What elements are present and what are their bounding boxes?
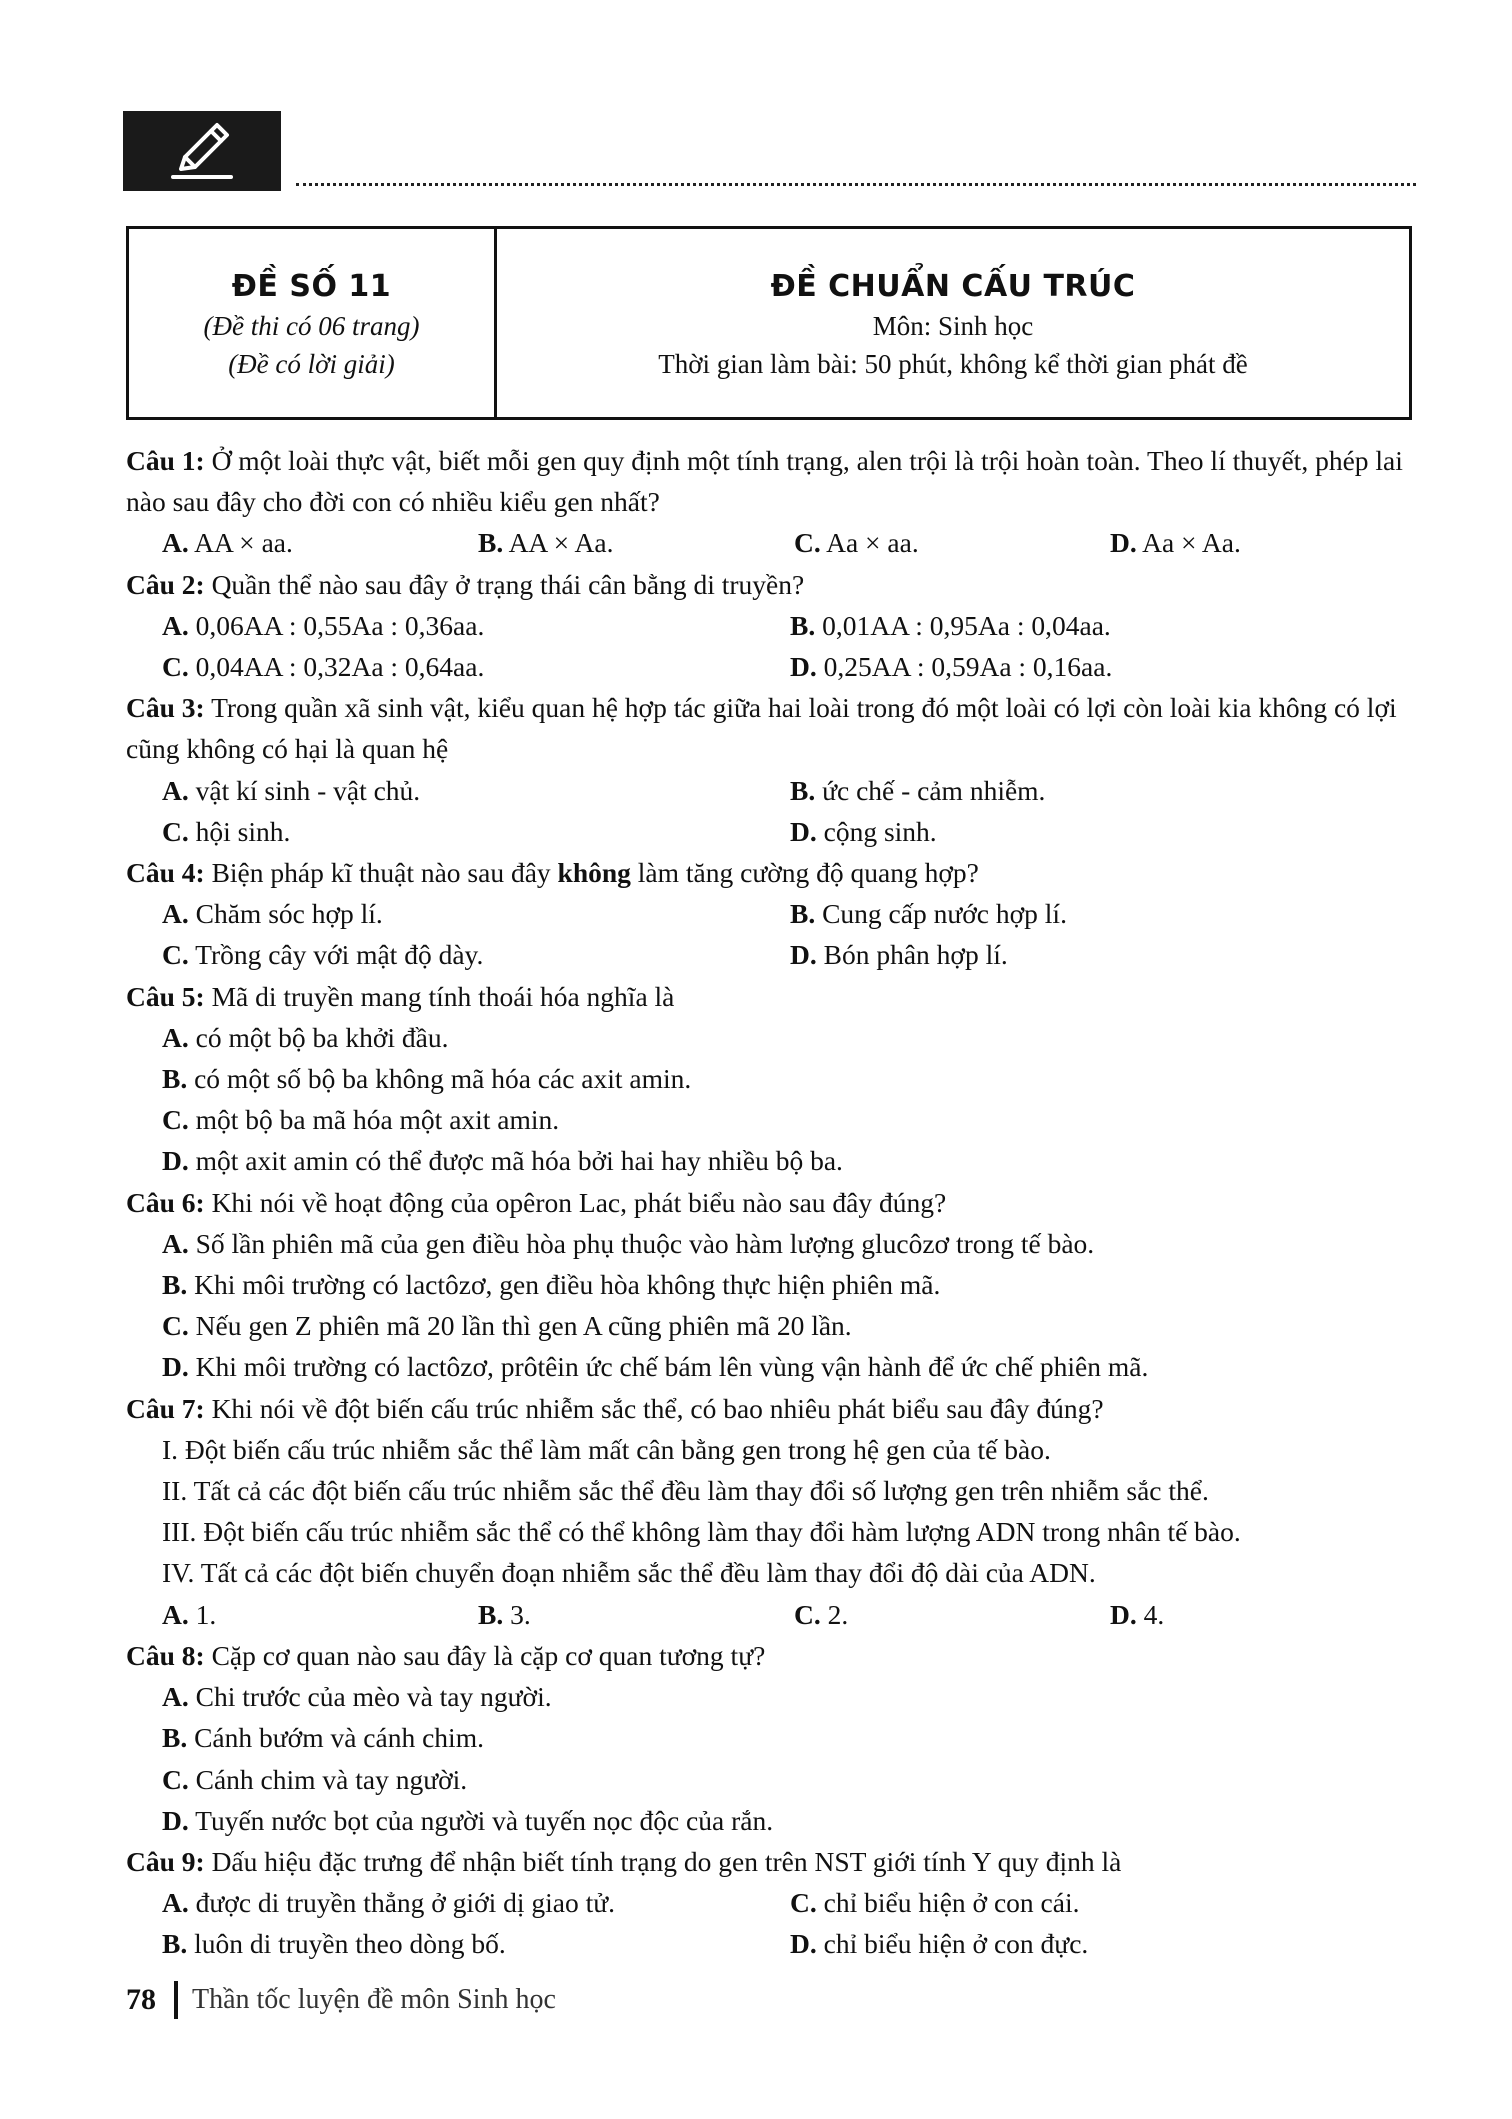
page-number: 78: [126, 1983, 156, 2016]
subject: Môn: Sinh học: [872, 311, 1034, 341]
exam-time: Thời gian làm bài: 50 phút, không kể thời gian phát đề: [658, 349, 1248, 379]
pages-note: (Đề thi có 06 trang): [203, 311, 420, 341]
option: D. 0,25AA : 0,59Aa : 0,16aa.: [790, 651, 1113, 683]
option: D. Aa × Aa.: [1110, 527, 1241, 559]
dotted-divider: [296, 183, 1416, 186]
option: D. một axit amin có thể được mã hóa bởi hai hay nhiều bộ ba.: [162, 1145, 843, 1177]
option: B. có một số bộ ba không mã hóa các axit amin.: [162, 1063, 692, 1095]
question-9-options-row2: [126, 1923, 1426, 1964]
exam-header: [126, 226, 1412, 420]
option: C. Nếu gen Z phiên mã 20 lần thì gen A cũng phiên mã 20 lần.: [162, 1310, 852, 1342]
question-9: Câu 9: Dấu hiệu đặc trưng để nhận biết tính trạng do gen trên NST giới tính Y quy định là: [126, 1845, 1122, 1877]
option: A. được di truyền thẳng ở giới dị giao tử.: [162, 1887, 616, 1919]
exam-number: ĐỀ SỐ 11: [231, 269, 392, 304]
question-2-options-row1: [126, 605, 1426, 646]
question-6: Câu 6: Khi nói về hoạt động của opêron Lac, phát biểu nào sau đây đúng?: [126, 1186, 947, 1218]
book-title: Thần tốc luyện đề môn Sinh học: [192, 1984, 556, 2015]
option: B. Cung cấp nước hợp lí.: [790, 898, 1067, 930]
option: C. hội sinh.: [162, 815, 291, 847]
option: C. Aa × aa.: [794, 527, 919, 559]
question-7-options: [126, 1594, 1426, 1635]
question-3-options-row1: [126, 770, 1426, 811]
question-4-options-row2: [126, 934, 1426, 975]
question-2-options-row2: [126, 646, 1426, 687]
option: B. luôn di truyền theo dòng bố.: [162, 1928, 506, 1960]
option: A. AA × aa.: [162, 527, 293, 559]
option: A. 0,06AA : 0,55Aa : 0,36aa.: [162, 609, 485, 641]
statement: IV. Tất cả các đột biến chuyển đoạn nhiễm sắc thể đều làm thay đổi độ dài của ADN.: [162, 1557, 1096, 1589]
option: C. Trồng cây với mật độ dày.: [162, 939, 484, 971]
option: C. Cánh chim và tay người.: [162, 1763, 468, 1795]
option: A. vật kí sinh - vật chủ.: [162, 774, 421, 806]
option: A. Số lần phiên mã của gen điều hòa phụ thuộc vào hàm lượng glucôzơ trong tế bào.: [162, 1227, 1095, 1259]
footer-divider: [174, 1981, 178, 2019]
statement: III. Đột biến cấu trúc nhiễm sắc thể có thể không làm thay đổi hàm lượng ADN trong nhân tế bào.: [162, 1516, 1241, 1548]
statement: II. Tất cả các đột biến cấu trúc nhiễm sắc thể đều làm thay đổi số lượng gen trên nhiễm sắc thể.: [162, 1475, 1209, 1507]
option: D. Khi môi trường có lactôzơ, prôtêin ức chế bám lên vùng vận hành để ức chế phiên mã.: [162, 1351, 1149, 1383]
option: A. có một bộ ba khởi đầu.: [162, 1021, 449, 1053]
exam-header-left: [129, 229, 497, 417]
question-3-options-row2: [126, 811, 1426, 852]
question-1-options: [126, 522, 1426, 563]
question-9-options-row1: [126, 1882, 1426, 1923]
question-4: Câu 4: Biện pháp kĩ thuật nào sau đây không làm tăng cường độ quang hợp?: [126, 857, 979, 889]
option: A. 1.: [162, 1598, 217, 1630]
option: D. Tuyến nước bọt của người và tuyến nọc độc của rắn.: [162, 1804, 774, 1836]
question-5: Câu 5: Mã di truyền mang tính thoái hóa nghĩa là: [126, 980, 675, 1012]
question-2: Câu 2: Quần thể nào sau đây ở trạng thái cân bằng di truyền?: [126, 568, 805, 600]
option: B. Cánh bướm và cánh chim.: [162, 1722, 484, 1754]
question-8: Câu 8: Cặp cơ quan nào sau đây là cặp cơ quan tương tự?: [126, 1639, 766, 1671]
option: B. 3.: [478, 1598, 531, 1630]
option: C. một bộ ba mã hóa một axit amin.: [162, 1104, 560, 1136]
statement: I. Đột biến cấu trúc nhiễm sắc thể làm mất cân bằng gen trong hệ gen của tế bào.: [162, 1433, 1051, 1465]
option: C. 2.: [794, 1598, 849, 1630]
option: B. Khi môi trường có lactôzơ, gen điều hòa không thực hiện phiên mã.: [162, 1269, 941, 1301]
question-3: Câu 3: Trong quần xã sinh vật, kiểu quan hệ hợp tác giữa hai loài trong đó một loài có lợi còn loài kia không có lợi cũng không có hại là quan hệ: [126, 692, 1397, 765]
page-footer: [126, 1978, 556, 2022]
option: D. cộng sinh.: [790, 815, 937, 847]
option: B. AA × Aa.: [478, 527, 614, 559]
question-1: Câu 1: Ở một loài thực vật, biết mỗi gen quy định một tính trạng, alen trội là trội hoàn toàn. Theo lí thuyết, phép lai nào sau đây cho đời con có nhiều kiểu gen nhất?: [126, 445, 1403, 518]
pencil-icon: [167, 119, 237, 183]
option: B. 0,01AA : 0,95Aa : 0,04aa.: [790, 609, 1111, 641]
option: A. Chi trước của mèo và tay người.: [162, 1681, 552, 1713]
option: C. chỉ biểu hiện ở con cái.: [790, 1887, 1080, 1919]
option: D. Bón phân hợp lí.: [790, 939, 1008, 971]
questions: [126, 440, 1426, 1965]
option: D. chỉ biểu hiện ở con đực.: [790, 1928, 1089, 1960]
option: B. ức chế - cảm nhiễm.: [790, 774, 1046, 806]
question-4-options-row1: [126, 893, 1426, 934]
option: A. Chăm sóc hợp lí.: [162, 898, 383, 930]
option: C. 0,04AA : 0,32Aa : 0,64aa.: [162, 651, 485, 683]
exam-type: ĐỀ CHUẨN CẤU TRÚC: [770, 269, 1136, 304]
question-7: Câu 7: Khi nói về đột biến cấu trúc nhiễm sắc thể, có bao nhiêu phát biểu sau đây đúng?: [126, 1392, 1104, 1424]
option: D. 4.: [1110, 1598, 1165, 1630]
solution-note: (Đề có lời giải): [228, 349, 395, 379]
pencil-icon-box: [123, 111, 281, 191]
exam-header-right: [497, 229, 1409, 417]
